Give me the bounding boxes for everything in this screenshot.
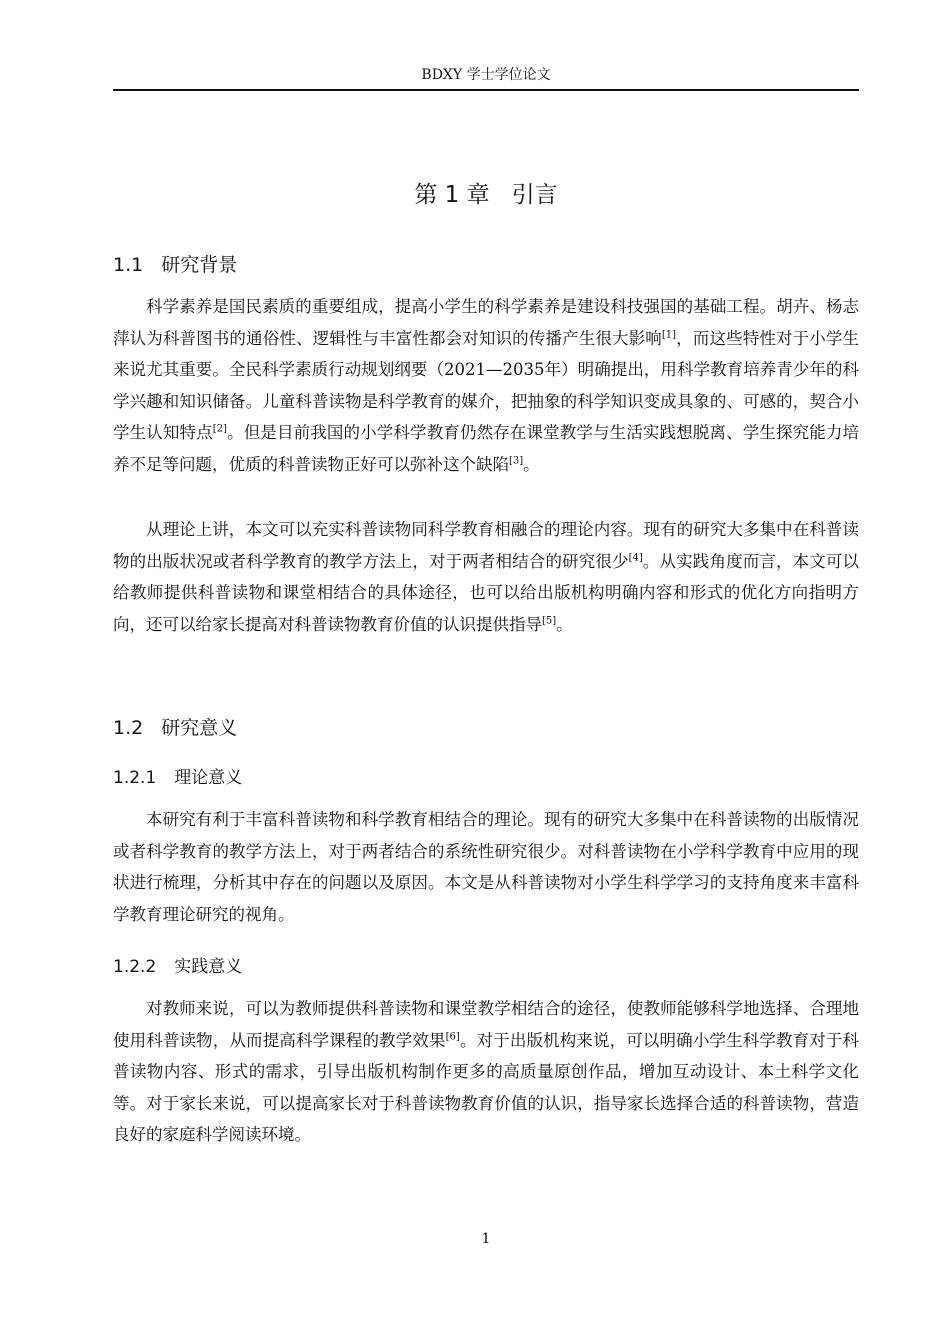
subsection-number: 1.2.2	[113, 957, 157, 977]
subsection-heading-1-2-2	[113, 954, 242, 980]
subsection-title: 实践意义	[174, 957, 243, 977]
paragraph-background-2	[113, 514, 859, 640]
subsection-heading-1-2-1	[113, 765, 242, 791]
citation-ref: [4]	[628, 552, 643, 564]
text-run: 。从实践角度而言，本文可以给教师提供科普读物和课堂相结合的具体途径，也可以给出版机构明确内容和形式的优化方向指明方向，还可以给家长提高对科普读物教育价值的认识提供指导	[113, 551, 860, 634]
paragraph-practice	[113, 993, 859, 1151]
section-title: 研究意义	[161, 717, 238, 739]
citation-ref: [3]	[509, 455, 524, 467]
citation-ref: [2]	[212, 423, 227, 435]
text-run: 。	[523, 454, 540, 474]
citation-ref: [5]	[542, 615, 557, 627]
paragraph-background-1	[113, 291, 859, 481]
text-run: ，而这些特性对于小学生来说尤其重要。全民科学素质行动规划纲要（2021—2035年）明确提出，用科学教育培养青少年的科学兴趣和知识储备。儿童科普读物是科学教育的媒介，把抽象的科学知识变成具象的、可感的，契合小学生认知特点	[113, 328, 860, 443]
header-rule	[113, 89, 859, 91]
paragraph-theory	[113, 804, 859, 930]
section-title: 研究背景	[161, 254, 238, 276]
page-number: 1	[481, 1231, 491, 1247]
section-heading-1-1	[113, 251, 237, 279]
section-number: 1.2	[113, 717, 144, 739]
text-run: 本研究有利于丰富科普读物和科学教育相结合的理论。现有的研究大多集中在科普读物的出版情况或者科学教育的教学方法上，对于两者结合的系统性研究很少。对科普读物在小学科学教育中应用的现状进行梳理，分析其中存在的问题以及原因。本文是从科普读物对小学生科学学习的支持角度来丰富科学教育理论研究的视角。	[113, 810, 859, 924]
chapter-name: 引言	[511, 182, 558, 208]
subsection-number: 1.2.1	[113, 768, 157, 788]
running-header: BDXY 学士学位论文	[421, 67, 551, 83]
chapter-title	[113, 178, 859, 212]
text-run: 对教师来说，可以为教师提供科普读物和课堂教学相结合的途径，使教师能够科学地选择、合理地使用科普读物，从而提高科学课程的教学效果	[113, 999, 859, 1050]
text-run: 科学素养是国民素质的重要组成，提高小学生的科学素养是建设科技强国的基础工程。胡卉、杨志萍认为科普图书的通俗性、逻辑性与丰富性都会对知识的传播产生很大影响	[113, 297, 859, 348]
section-heading-1-2	[113, 714, 237, 742]
text-run: 。对于出版机构来说，可以明确小学生科学教育对于科普读物内容、形式的需求，引导出版机构制作更多的高质量原创作品，增加互动设计、本土科学文化等。对于家长来说，可以提高家长对于科普读物教育价值的认识，指导家长选择合适的科普读物，营造良好的家庭科学阅读环境。	[113, 1030, 860, 1145]
text-run: 。但是目前我国的小学科学教育仍然存在课堂教学与生活实践想脱离、学生探究能力培养不足等问题，优质的科普读物正好可以弥补这个缺陷	[113, 423, 860, 474]
citation-ref: [1]	[661, 329, 677, 341]
section-number: 1.1	[113, 254, 144, 276]
subsection-title: 理论意义	[174, 768, 243, 788]
text-run: 从理论上讲，本文可以充实科普读物同科学教育相融合的理论内容。现有的研究大多集中在科普读物的出版状况或者科学教育的教学方法上，对于两者相结合的研究很少	[113, 520, 859, 571]
citation-ref: [6]	[445, 1031, 460, 1043]
chapter-number: 第 1 章	[414, 182, 490, 208]
text-run: 。	[556, 614, 573, 634]
